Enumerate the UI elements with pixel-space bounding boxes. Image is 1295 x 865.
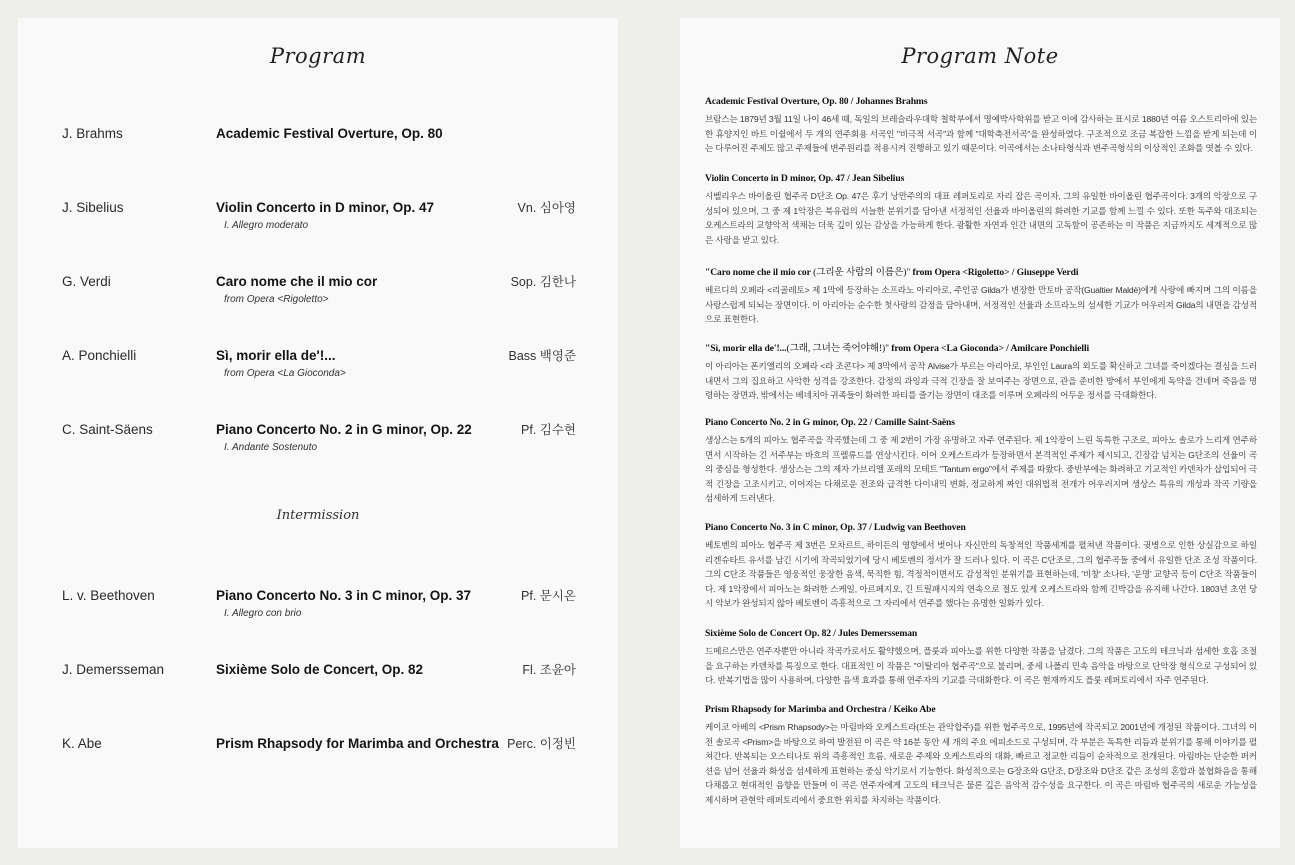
program-note-title: Program Note xyxy=(901,44,1059,68)
composer-name: J. Demersseman xyxy=(62,662,165,677)
note-body: 생상스는 5개의 피아노 협주곡을 작곡했는데 그 중 제 2번이 가장 유명하고 자주 연주된다. 제 1악장이 느린 독특한 구조로, 피아노 솔로가 느리게 연주하면서 시작하는 긴 서주부는 바흐의 프렐류드를 연상시킨다. 이어 오케스트라가 등장하면서 본격적인 주제가 제시되고, 긴장감 넘치는 G단조의 선율이 곡의 중심을 형성한다. 생상스는 그의 제자 가브리엘 포레의 모테트 "Tantum ergo"에서 주제를 따왔다. 중반부에는 화려하고 기교적인 카덴차가 삽입되어 극적 긴장을 고조시키고, 이어지는 다채로운 전조와 급격한 다이내믹 변화, 정교하게 짜인 대위법적 전개가 어우러지며 생상스 특유의 개성과 작곡 기량을 섬세하게 드러낸다. xyxy=(705,435,1257,504)
note-body: 브람스는 1879년 3월 11일 나이 46세 때, 독일의 브레슬라우대학 철학부에서 명예박사학위를 받고 이에 감사하는 표시로 1880년 여름 오스트리아에 있는 한 휴양지인 바트 이쉴에서 두 개의 연주회용 서곡인 "비극적 서곡"과 함께 "대학축전서곡"을 완성하였다. 구조적으로 조금 복잡한 느낌을 받게 되는데 이는 다루어진 주제도 많고 주제들에 변주원리를 적용시켜 진행하고 있기 때문이다. 이곡에서는 소나타형식과 변주곡형식의 이상적인 조화를 엿볼 수 있다. xyxy=(705,114,1257,154)
note-body: 시벨리우스 바이올린 협주곡 D단조 Op. 47은 후기 낭만주의의 대표 레퍼토리로 자리 잡은 곡이자, 그의 유일한 바이올린 협주곡이다. 3개의 악장으로 구성되어 있으며, 그 중 제 1악장은 북유럽의 서늘한 분위기를 담아낸 서정적인 선율과 바이올린의 화려한 기교를 함께 느낄 수 있다. 또한 독주와 대조되는 오케스트라의 교향악적 색채는 더욱 깊이 있는 감상을 가능하게 한다. 광활한 자연과 인간 내면의 고독함이 공존하는 이 작품은 지금까지도 세계적으로 많은 사랑을 받고 있다. xyxy=(705,191,1257,245)
note-body: 케이코 아베의 <Prism Rhapsody>는 마림바와 오케스트라(또는 관악합주)를 위한 협주곡으로, 1995년에 작곡되고 2001년에 개정된 작품이다. 그녀의 이전 솔로곡 <Prism>을 바탕으로 하여 발전된 이 곡은 약 16분 동안 세 개의 주요 에피소드로 구성되며, 각 부분은 독특한 리듬과 분위기를 통해 이야기를 펼쳐간다. 반복되는 오스티나토 위의 즉흥적인 흐름, 새로운 주제와 오케스트라의 대화, 빠르고 정교한 리듬이 순차적으로 전개된다. 마림바는 단순한 퍼커션을 넘어 선율과 화성을 섬세하게 표현하는 중심 악기로서 기능한다. 화성적으로는 G장조와 G단조, D장조와 D단조 같은 조성의 혼합과 불협화음을 통해 다채롭고 현대적인 음향을 만들며 이 곡은 연주자에게 고도의 테크닉은 물론 깊은 음악적 감수성을 요구한다. 이 곡은 마림바 협주곡의 새로운 가능성을 제시하며 관현악 레퍼토리에서 중요한 위치를 차지하는 작품이다. xyxy=(705,722,1257,805)
note-section xyxy=(705,704,1257,808)
composer-name: J. Sibelius xyxy=(62,200,124,215)
work-subtitle: from Opera <La Gioconda> xyxy=(224,368,346,379)
performer-name: Fl. 조윤아 xyxy=(522,663,576,677)
composer-name: C. Saint-Säens xyxy=(62,422,153,437)
note-body: 드메르스만은 연주자뿐만 아니라 작곡가로서도 활약했으며, 플룻과 피아노를 위한 다양한 작품을 남겼다. 그의 작품은 고도의 테크닉과 섬세한 호흡 조절을 요구하는 카덴차를 특징으로 한다. 대표적인 이 작품은 "이탈리아 협주곡"으로 불리며, 중세 나폴리 민속 음악을 바탕으로 단악장 형식으로 구성되어 있다. 반복기법을 많이 사용하며, 다양한 음색 효과를 통해 연주자의 기교를 극대화한다. 이 곡은 현재까지도 플룻 레퍼토리에서 자주 연주된다. xyxy=(705,646,1257,686)
work-title: Prism Rhapsody for Marimba and Orchestra xyxy=(216,736,499,751)
note-section xyxy=(705,522,1257,611)
program-item xyxy=(18,662,618,702)
program-page xyxy=(18,18,618,848)
work-subtitle: from Opera <Rigoletto> xyxy=(224,294,329,305)
performer-name: Vn. 심아영 xyxy=(517,201,576,215)
work-title: Piano Concerto No. 2 in G minor, Op. 22 xyxy=(216,422,472,437)
note-body: 베토벤의 피아노 협주곡 제 3번은 모차르트, 하이든의 영향에서 벗어나 자신만의 독창적인 작품세계를 펼쳐낸 작품이다. 귓병으로 인한 상실감으로 하일리겐슈타트 유서를 남긴 시기에 작곡되었기에 당시 베토벤의 정서가 잘 드러나 있다. 이 곡은 C단조로, 그의 협주곡들 중에서 유일한 단조 조성 작품이다. 그의 C단조 작품들은 영웅적인 웅장한 음색, 묵직한 힘, 격정적이면서도 감성적인 분위기를 표현하는데, '비창' 소나타, '운명' 교향곡 등이 C단조 작품들이다. 제 1악장에서 피아노는 화려한 스케일, 아르페지오, 긴 트릴패시지의 연속으로 절도 있게 오케스트라와 함께 긴박감을 유지해 나간다. 1803년 초연 당시 악보가 완성되지 않아 베토벤이 즉흥적으로 그 자리에서 연주를 했다는 유명한 일화가 있다. xyxy=(705,540,1257,609)
composer-name: J. Brahms xyxy=(62,126,123,141)
work-subtitle: I. Allegro moderato xyxy=(224,220,309,231)
note-heading: "Sì, morir ella de'!...(그래, 그녀는 죽어야해!)" from Opera <La Gioconda> / Amilcare Ponchielli xyxy=(705,343,1090,354)
note-section xyxy=(705,340,1257,403)
program-note-page xyxy=(680,18,1280,848)
work-title: Sixième Solo de Concert, Op. 82 xyxy=(216,662,424,677)
composer-name: K. Abe xyxy=(62,736,102,751)
program-item xyxy=(18,422,618,462)
performer-name: Pf. 김수현 xyxy=(521,423,576,437)
work-title: Piano Concerto No. 3 in C minor, Op. 37 xyxy=(216,588,472,603)
note-section xyxy=(705,96,1257,156)
note-section xyxy=(705,173,1257,247)
note-body: 이 아리아는 폰키엘리의 오페라 <라 조콘다> 제 3막에서 공작 Alvise가 부르는 아리아로, 부인인 Laura의 외도를 확신하고 그녀를 죽이겠다는 결심을 드러내면서 그의 집요하고 사악한 성격을 강조한다. 감정의 과잉과 극적 긴장을 잘 보여주는 장면으로, 관을 준비한 방에서 부인에게 독약을 건네며 죽음을 명령하는 장면과, 밖에서는 베네치아 귀족들이 화려한 파티를 즐기는 장면이 대조를 이루며 오페라의 어두운 정서를 극대화한다. xyxy=(705,361,1257,401)
note-body: 베르디의 오페라 <리골레토> 제 1막에 등장하는 소프라노 아리아로, 주인공 Gilda가 변장한 만토바 공작(Gualtier Maldè)에게 사랑에 빠지며 그의 이름을 사랑스럽게 되뇌는 장면이다. 이 아리아는 순수한 첫사랑의 감정을 담아내며, 서정적인 선율과 소프라노의 섬세한 기교가 어우러져 Gilda의 내면을 감성적으로 표현한다. xyxy=(705,285,1257,325)
note-heading: Violin Concerto in D minor, Op. 47 / Jean Sibelius xyxy=(705,173,905,184)
note-section xyxy=(705,264,1257,327)
work-subtitle: I. Andante Sostenuto xyxy=(224,442,318,453)
note-heading: Piano Concerto No. 2 in G minor, Op. 22 / Camille Saint-Saëns xyxy=(705,417,955,428)
performer-name: Bass 백영준 xyxy=(508,349,576,363)
performer-name: Sop. 김한나 xyxy=(510,275,576,289)
program-title: Program xyxy=(269,44,367,68)
program-item xyxy=(18,736,618,776)
composer-name: A. Ponchielli xyxy=(62,348,137,363)
work-subtitle: I. Allegro con brio xyxy=(224,608,302,619)
performer-name: Pf. 문시온 xyxy=(521,589,576,603)
program-item xyxy=(18,588,618,628)
work-title: Caro nome che il mio cor xyxy=(216,274,378,289)
performer-name: Perc. 이정빈 xyxy=(507,737,576,751)
note-heading: Piano Concerto No. 3 in C minor, Op. 37 / Ludwig van Beethoven xyxy=(705,522,966,533)
program-item xyxy=(18,348,618,388)
note-heading: Prism Rhapsody for Marimba and Orchestra / Keiko Abe xyxy=(705,704,936,715)
composer-name: G. Verdi xyxy=(62,274,111,289)
program-item xyxy=(18,126,618,166)
work-title: Academic Festival Overture, Op. 80 xyxy=(216,126,443,141)
note-section xyxy=(705,628,1257,688)
intermission-label: Intermission xyxy=(276,508,360,523)
work-title: Violin Concerto in D minor, Op. 47 xyxy=(216,200,435,215)
note-heading: "Caro nome che il mio cor (그리운 사람의 이름은)" from Opera <Rigoletto> / Giuseppe Verdi xyxy=(705,267,1079,278)
work-title: Sì, morir ella de'!... xyxy=(216,348,336,363)
note-heading: Academic Festival Overture, Op. 80 / Johannes Brahms xyxy=(705,96,928,107)
program-item xyxy=(18,274,618,314)
program-item xyxy=(18,200,618,240)
note-section xyxy=(705,417,1257,506)
note-heading: Sixième Solo de Concert Op. 82 / Jules Demersseman xyxy=(705,628,918,639)
composer-name: L. v. Beethoven xyxy=(62,588,155,603)
